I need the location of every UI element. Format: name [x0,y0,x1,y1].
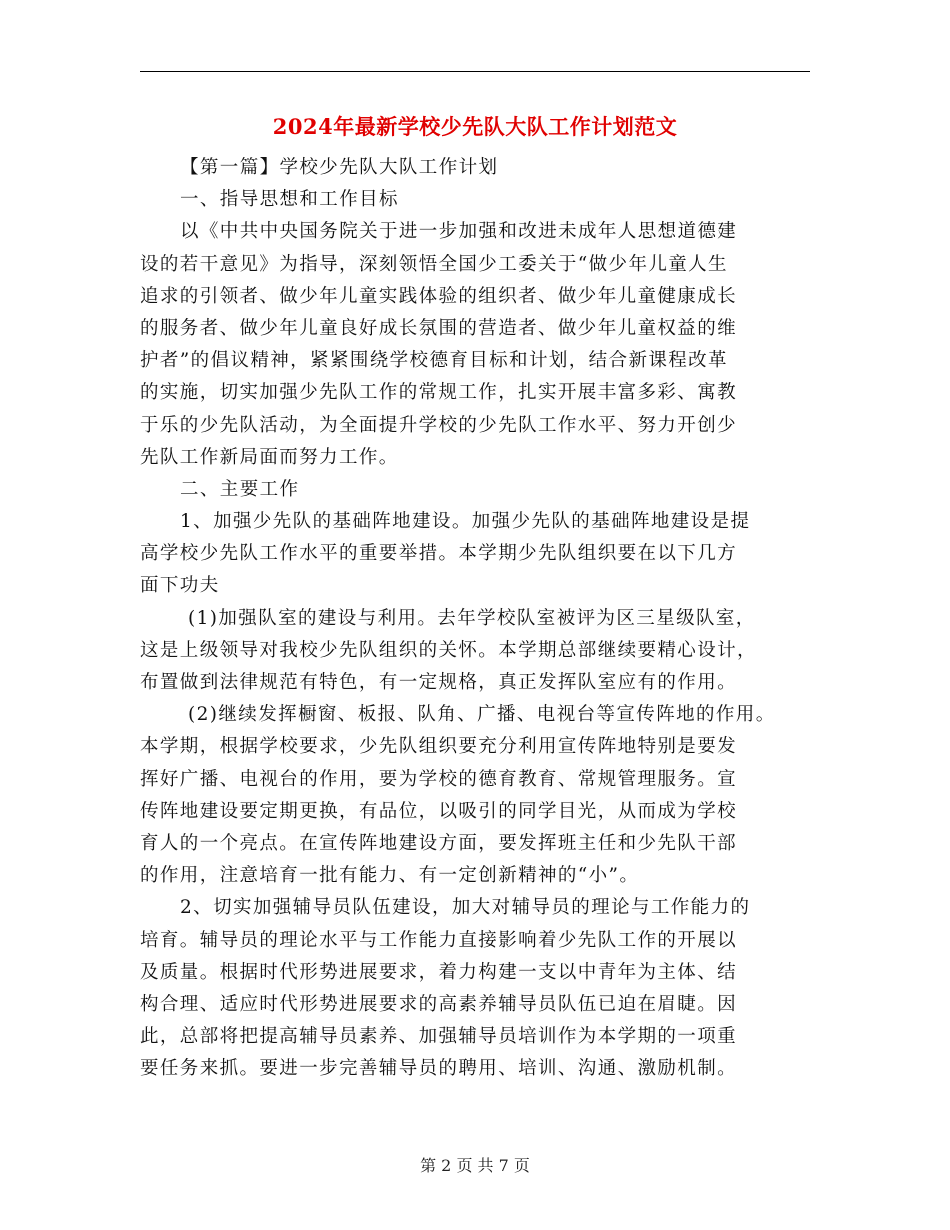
paragraph-line: 的服务者、做少年儿童良好成长氛围的营造者、做少年儿童权益的维 [140,317,738,339]
paragraph-line: (1)加强队室的建设与利用。去年学校队室被评为区三星级队室， [188,607,756,629]
paragraph-line: 传阵地建设要定期更换，有品位，以吸引的同学目光，从而成为学校 [140,800,738,822]
paragraph-line: 高学校少先队工作水平的重要举措。本学期少先队组织要在以下几方 [140,543,738,565]
paragraph-line: 本学期，根据学校要求，少先队组织要充分利用宣传阵地特别是要发 [140,736,738,758]
subsection-heading: 二、主要工作 [180,478,300,500]
header-rule [140,71,810,72]
paragraph-line: 构合理、适应时代形势进展要求的高素养辅导员队伍已迫在眉睫。因 [140,993,738,1015]
paragraph-line: 这是上级领导对我校少先队组织的关怀。本学期总部继续要精心设计， [140,639,757,661]
paragraph-line: 护者”的倡议精神，紧紧围绕学校德育目标和计划，结合新课程改革 [140,350,728,372]
paragraph-line: 追求的引领者、做少年儿童实践体验的组织者、做少年儿童健康成长 [140,285,738,307]
page-number: 第 2 页 共 7 页 [420,1156,530,1175]
paragraph-line: 育人的一个亮点。在宣传阵地建设方面，要发挥班主任和少先队干部 [140,832,738,854]
paragraph-line: 先队工作新局面而努力工作。 [140,446,399,468]
document-body [140,152,810,1085]
paragraph-line: 挥好广播、电视台的作用，要为学校的德育教育、常规管理服务。宣 [140,768,738,790]
paragraph-line: 以《中共中央国务院关于进一步加强和改进未成年人思想道德建 [180,221,738,243]
paragraph-line: 布置做到法律规范有特色，有一定规格，真正发挥队室应有的作用。 [140,672,738,693]
paragraph-line: 要任务来抓。要进一步完善辅导员的聘用、培训、沟通、激励机制。 [140,1058,738,1080]
paragraph-line: 于乐的少先队活动，为全面提升学校的少先队工作水平、努力开创少 [140,414,738,436]
paragraph-line: 及质量。根据时代形势进展要求，着力构建一支以中青年为主体、结 [140,961,738,983]
paragraph-line: 的作用，注意培育一批有能力、有一定创新精神的“小”。 [140,865,640,887]
paragraph-line: 培育。辅导员的理论水平与工作能力直接影响着少先队工作的开展以 [140,929,738,951]
paragraph-line: 1、加强少先队的基础阵地建设。加强少先队的基础阵地建设是提 [180,511,751,533]
paragraph-line: 2、切实加强辅导员队伍建设，加大对辅导员的理论与工作能力的 [180,897,751,919]
subsection-heading: 一、指导思想和工作目标 [180,189,399,211]
paragraph-line: 的实施，切实加强少先队工作的常规工作，扎实开展丰富多彩、寓教 [140,382,738,404]
paragraph-line: (2)继续发挥橱窗、板报、队角、广播、电视台等宣传阵地的作用。 [188,704,776,726]
paragraph-line: 面下功夫 [140,575,220,597]
document-title: 2024年最新学校少先队大队工作计划范文 [272,114,678,139]
paragraph-line: 此，总部将把提高辅导员素养、加强辅导员培训作为本学期的一项重 [140,1026,738,1048]
paragraph-line: 设的若干意见》为指导，深刻领悟全国少工委关于“做少年儿童人生 [140,253,728,275]
section-heading: 【第一篇】学校少先队大队工作计划 [180,157,499,178]
